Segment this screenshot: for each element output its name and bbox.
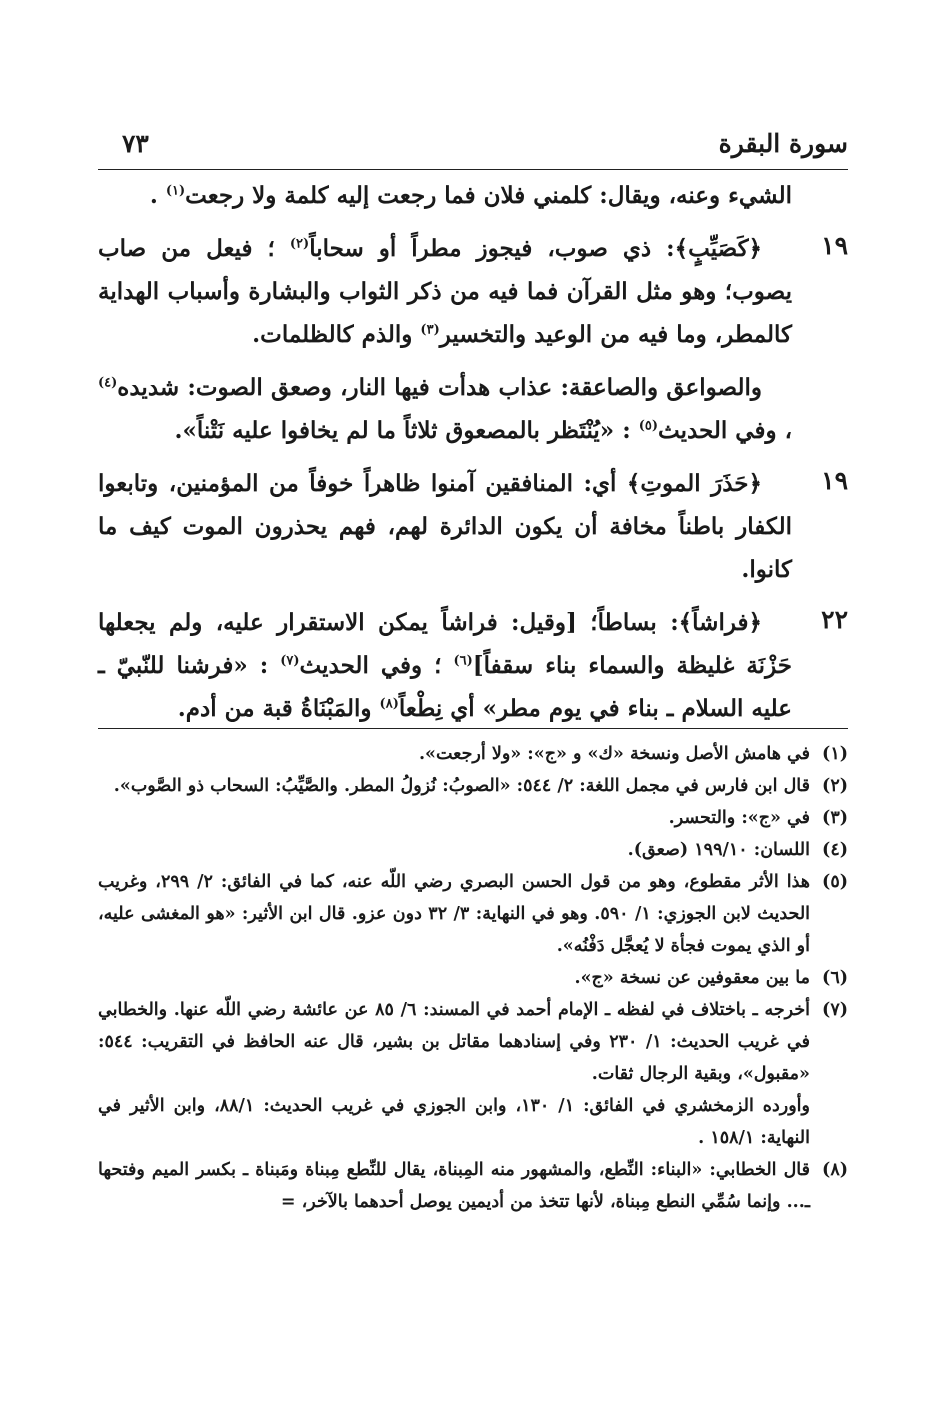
footnote-ref[interactable]: (٨): [379, 696, 399, 712]
footnote-number: (٧): [822, 1000, 848, 1020]
footnote-ref[interactable]: (٦): [453, 653, 473, 669]
continuation-text: الشيء وعنه، ويقال: كلمني فلان فما رجعت إليه كلمة ولا رجعت$^{(١)}$ .: [149, 182, 792, 209]
footnote-text: في هامش الأصل ونسخة «ك» و «ج»: «ولا أرجعت».: [418, 744, 810, 764]
footnote-ref[interactable]: (٢): [289, 236, 310, 252]
footnote: [98, 994, 848, 1154]
entry-paragraph: ﴿حَذَرَ الموتِ﴾ أي: المنافقين آمنوا ظاهراً خوفاً من المؤمنين، وتابعوا الكفار باطناً مخافة أن يكون الدائرة لهم، فهم يحذرون الموت كيف ما كانوا.: [98, 470, 792, 583]
footnote-ref[interactable]: (٧): [280, 653, 300, 669]
footnote-text: في «ج»: والتحسر.: [668, 808, 810, 828]
footnote-text: أخرجه ـ باختلاف في لفظه ـ الإمام أحمد في المسند: ٦/ ٨٥ عن عائشة رضي اللّه عنها. والخطابي في غريب الحديث: ١/ ٢٣٠ وفي إسنادهما مقاتل بن بشير، قال عنه الحافظ في التقريب: ٥٤٤: «مقبول»، وبقية الرجال ثقات.: [98, 1000, 811, 1084]
footnote: [98, 770, 848, 802]
footnote-number: (١): [822, 744, 848, 764]
footnote: [98, 802, 848, 834]
page-header: [98, 125, 848, 170]
footnote: [98, 834, 848, 866]
footnote-text: قال الخطابي: «البناء: النِّطع، والمشهور منه المِبناة، يقال للنِّطع مِبناة ومَبناة ـ بكسر الميم وفتحها ـ... وإنما سُمِّي النطع مِبناة، لأنها تتخذ من أديمين يوصل أحدهما بالآخر، =: [98, 1160, 810, 1212]
footnote-number: (٣): [822, 808, 848, 828]
footnote-text: ما بين معقوفين عن نسخة «ج».: [574, 968, 810, 988]
footnote-ref[interactable]: (٤): [98, 375, 118, 391]
footnotes-section: [98, 738, 848, 1218]
verse-number: ١٩: [821, 231, 848, 260]
entry-firasha: [98, 601, 848, 730]
footnote-text: قال ابن فارس في مجمل اللغة: ٢/ ٥٤٤: «الصوبُ: نُزولُ المطر. والصَّيِّبُ: السحاب ذو الصَّوب».: [113, 776, 810, 796]
entry-paragraph: ﴿فراشاً﴾: بساطاً؛ [وقيل: فراشاً يمكن الاستقرار عليه، ولم يجعلها حَزْنَة غليظة والسماء بناء سقفاً]$^{(٦)}$ ؛ وفي الحديث$^{(٧)}$ : «فرشنا للنّبيّ ـ عليه السلام ـ بناء في يوم مطر» أي نِطْعاً$^{(٨)}$ والمَبْنَاةُ قبة من أدم.: [98, 609, 792, 722]
footnote: [98, 962, 848, 994]
footnote-ref[interactable]: (١): [165, 183, 186, 199]
continuation-entry: [98, 174, 848, 217]
verse-number: ٢٢: [821, 605, 848, 634]
footnote-number: (٤): [822, 840, 848, 860]
footnote-ref[interactable]: (٣): [420, 322, 440, 338]
footnote-number: (٨): [822, 1160, 848, 1180]
footnote-ref[interactable]: (٥): [638, 418, 658, 434]
page-number: ٧٣: [122, 129, 149, 158]
footnote-number: (٥): [822, 872, 848, 892]
footnote: [98, 738, 848, 770]
entry-hadhar-al-mawt: [98, 462, 848, 591]
entry-kasayyib: [98, 227, 848, 452]
entry-paragraph: والصواعق والصاعقة: عذاب هدأت فيها النار، وصعق الصوت: شديده$^{(٤)}$ ، وفي الحديث$^{(٥)}$ : «يُنْتَظر بالمصعوق ثلاثاً ما لم يخافوا عليه نَتْناً».: [98, 374, 792, 444]
footnote-number: (٦): [822, 968, 848, 988]
footnote-text: اللسان: ١٩٩/١٠ (صعق).: [627, 840, 810, 860]
footnote: [98, 1154, 848, 1218]
footnote-number: (٢): [822, 776, 848, 796]
surah-title: سورة البقرة: [718, 129, 848, 158]
footnote: [98, 866, 848, 962]
entry-paragraph: ﴿كَصَيِّبٍ﴾: ذي صوب، فيجوز مطراً أو سحاباً$^{(٢)}$ ؛ فيعل من صاب يصوب؛ وهو مثل القرآن فما فيه من ذكر الثواب والبشارة وأسباب الهداية كالمطر، وما فيه من الوعيد والتخسير$^{(٣)}$ والذم كالظلمات.: [98, 235, 792, 348]
footnote-text: وأورده الزمخشري في الفائق: ١/ ١٣٠، وابن الجوزي في غريب الحديث: ٨٨/١، وابن الأثير في النهاية: ١٥٨/١ .: [98, 1096, 810, 1148]
footnote-text: هذا الأثر مقطوع، وهو من قول الحسن البصري رضي اللّه عنه، كما في الفائق: ٢/ ٢٩٩، وغريب الحديث لابن الجوزي: ١/ ٥٩٠. وهو في النهاية: ٣/ ٣٢ دون عزو. قال ابن الأثير: «هو المغشى عليه، أو الذي يموت فجأة لا يُعجَّل دَفْنُه».: [98, 872, 811, 956]
main-text: [98, 174, 848, 740]
footnote-divider: [98, 728, 848, 729]
verse-number: ١٩: [821, 466, 848, 495]
